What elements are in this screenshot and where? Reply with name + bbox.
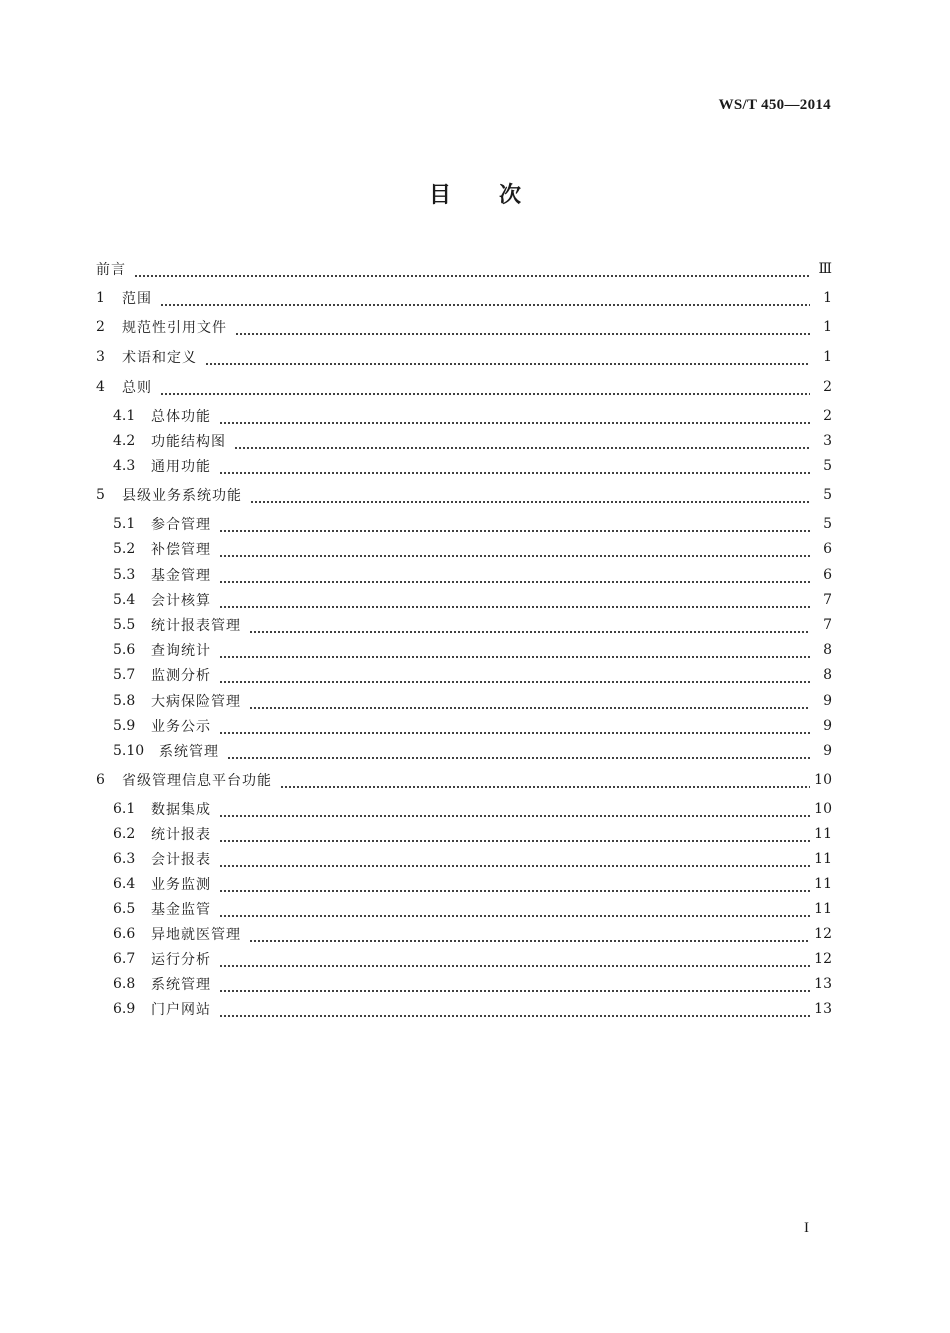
- toc-entry-label: 异地就医管理: [151, 927, 241, 943]
- toc-entry[interactable]: [0, 538, 950, 560]
- toc-entry-page: 12: [814, 951, 832, 967]
- toc-entry[interactable]: [0, 405, 950, 427]
- toc-entry-page: 9: [823, 693, 832, 709]
- toc-entry-number: 5.3: [113, 567, 136, 583]
- toc-entry-label: 省级管理信息平台功能: [122, 773, 272, 789]
- toc-entry-page: 11: [814, 901, 832, 917]
- toc-entry-number: 6.1: [113, 801, 136, 817]
- toc-entry-label: 数据集成: [151, 802, 211, 818]
- toc-entry-number: 4.3: [113, 458, 136, 474]
- toc-entry-number: 6: [96, 772, 105, 788]
- toc-leader-dots: [219, 823, 810, 845]
- toc-entry-label: 基金管理: [151, 568, 211, 584]
- toc-entry-label: 业务监测: [151, 877, 211, 893]
- toc-entry-label: 参合管理: [151, 517, 211, 533]
- toc-leader-dots: [160, 287, 810, 309]
- toc-leader-dots: [227, 740, 810, 762]
- page-number: I: [804, 1220, 809, 1236]
- toc-entry-page: 1: [823, 319, 832, 335]
- toc-entry[interactable]: [0, 484, 950, 506]
- toc-entry-page: 1: [823, 349, 832, 365]
- standard-code: WS/T 450—2014: [718, 97, 831, 113]
- toc-entry-label: 门户网站: [151, 1002, 211, 1018]
- toc-entry-label: 总则: [122, 380, 152, 396]
- toc-entry-label: 业务公示: [151, 719, 211, 735]
- toc-entry[interactable]: [0, 715, 950, 737]
- toc-entry-number: 5: [96, 487, 105, 503]
- toc-entry-number: 1: [96, 290, 105, 306]
- toc-entry-number: 5.9: [113, 718, 136, 734]
- toc-entry-number: 6.8: [113, 976, 136, 992]
- toc-leader-dots: [280, 769, 810, 791]
- toc-entry[interactable]: [0, 376, 950, 398]
- toc-entry-number: 4.1: [113, 408, 136, 424]
- toc-entry-label: 术语和定义: [122, 350, 197, 366]
- toc-entry-number: 5.2: [113, 541, 136, 557]
- toc-entry[interactable]: [0, 614, 950, 636]
- toc-leader-dots: [219, 589, 810, 611]
- toc-entry[interactable]: [0, 564, 950, 586]
- toc-entry-number: 5.8: [113, 693, 136, 709]
- toc-entry-page: 13: [814, 976, 832, 992]
- toc-entry-page: 7: [823, 617, 832, 633]
- toc-entry-label: 大病保险管理: [151, 694, 241, 710]
- toc-entry-page: 11: [814, 826, 832, 842]
- toc-entry-number: 5.7: [113, 667, 136, 683]
- toc-entry-number: 4: [96, 379, 105, 395]
- toc-entry-page: 12: [814, 926, 832, 942]
- toc-entry-page: 2: [823, 379, 832, 395]
- toc-entry-page: 2: [823, 408, 832, 424]
- toc-entry-number: 5.6: [113, 642, 136, 658]
- toc-entry-label: 规范性引用文件: [122, 320, 227, 336]
- toc-entry[interactable]: [0, 430, 950, 452]
- toc-entry[interactable]: [0, 948, 950, 970]
- toc-leader-dots: [234, 430, 810, 452]
- toc-entry-number: 5.10: [113, 743, 145, 759]
- toc-entry-number: 2: [96, 319, 105, 335]
- toc-leader-dots: [219, 455, 810, 477]
- toc-entry-label: 会计核算: [151, 593, 211, 609]
- toc-entry[interactable]: [0, 823, 950, 845]
- toc-leader-dots: [219, 664, 810, 686]
- toc-entry[interactable]: [0, 690, 950, 712]
- toc-entry[interactable]: [0, 346, 950, 368]
- toc-entry-page: 9: [823, 743, 832, 759]
- toc-entry-page: 5: [823, 516, 832, 532]
- toc-entry-label: 系统管理: [151, 977, 211, 993]
- toc-leader-dots: [249, 690, 810, 712]
- toc-entry-page: 11: [814, 851, 832, 867]
- toc-entry[interactable]: [0, 798, 950, 820]
- toc-leader-dots: [219, 873, 810, 895]
- toc-entry[interactable]: [0, 898, 950, 920]
- toc-entry-label: 系统管理: [159, 744, 219, 760]
- toc-entry[interactable]: [0, 513, 950, 535]
- toc-leader-dots: [205, 346, 810, 368]
- toc-entry-label: 统计报表: [151, 827, 211, 843]
- toc-entry[interactable]: [0, 455, 950, 477]
- toc-entry[interactable]: [0, 769, 950, 791]
- toc-entry-label: 补偿管理: [151, 542, 211, 558]
- toc-entry-label: 监测分析: [151, 668, 211, 684]
- toc-entry-page: 5: [823, 487, 832, 503]
- toc-entry[interactable]: [0, 639, 950, 661]
- toc-leader-dots: [250, 484, 810, 506]
- toc-entry-label: 范围: [122, 291, 152, 307]
- toc-entry-number: 6.7: [113, 951, 136, 967]
- toc-entry-label: 基金监管: [151, 902, 211, 918]
- toc-entry-number: 6.9: [113, 1001, 136, 1017]
- toc-entry[interactable]: [0, 258, 950, 280]
- toc-entry[interactable]: [0, 923, 950, 945]
- toc-leader-dots: [219, 405, 810, 427]
- toc-entry-label: 功能结构图: [151, 434, 226, 450]
- toc-entry[interactable]: [0, 740, 950, 762]
- toc-entry-number: 5.5: [113, 617, 136, 633]
- toc-leader-dots: [219, 538, 810, 560]
- toc-leader-dots: [134, 258, 810, 280]
- toc-leader-dots: [219, 948, 810, 970]
- toc-entry-label: 运行分析: [151, 952, 211, 968]
- toc-leader-dots: [219, 973, 810, 995]
- toc-entry-page: 3: [823, 433, 832, 449]
- toc-leader-dots: [249, 923, 810, 945]
- toc-entry-number: 6.5: [113, 901, 136, 917]
- toc-leader-dots: [219, 564, 810, 586]
- toc-entry[interactable]: [0, 848, 950, 870]
- toc-entry[interactable]: [0, 589, 950, 611]
- toc-entry-page: 11: [814, 876, 832, 892]
- toc-leader-dots: [219, 513, 810, 535]
- toc-entry-label: 通用功能: [151, 459, 211, 475]
- toc-entry-number: 4.2: [113, 433, 136, 449]
- toc-entry-number: 5.4: [113, 592, 136, 608]
- toc-entry-number: 6.3: [113, 851, 136, 867]
- toc-entry[interactable]: [0, 973, 950, 995]
- toc-entry-page: 8: [823, 667, 832, 683]
- toc-leader-dots: [219, 898, 810, 920]
- toc-entry[interactable]: [0, 287, 950, 309]
- toc-entry-label: 县级业务系统功能: [122, 488, 242, 504]
- page-title: 目次: [428, 183, 569, 208]
- toc-entry-page: 9: [823, 718, 832, 734]
- toc-entry-number: 6.4: [113, 876, 136, 892]
- toc-entry-page: 6: [823, 567, 832, 583]
- toc-entry[interactable]: [0, 998, 950, 1020]
- toc-entry-page: 5: [823, 458, 832, 474]
- toc-entry[interactable]: [0, 664, 950, 686]
- toc-entry-page: 13: [814, 1001, 832, 1017]
- toc-entry-label: 总体功能: [151, 409, 211, 425]
- toc-leader-dots: [160, 376, 810, 398]
- toc-entry-number: 5.1: [113, 516, 136, 532]
- toc-leader-dots: [219, 639, 810, 661]
- toc-entry-page: 8: [823, 642, 832, 658]
- toc-entry[interactable]: [0, 316, 950, 338]
- toc-entry-label: 统计报表管理: [151, 618, 241, 634]
- toc-leader-dots: [219, 848, 810, 870]
- toc-entry-number: 6.2: [113, 826, 136, 842]
- toc-entry-page: 10: [814, 772, 832, 788]
- toc-entry-number: 6.6: [113, 926, 136, 942]
- toc-entry-page: 10: [814, 801, 832, 817]
- toc-entry-label: 查询统计: [151, 643, 211, 659]
- toc-entry-page: 6: [823, 541, 832, 557]
- toc-entry-page: 7: [823, 592, 832, 608]
- toc-entry-label: 前言: [96, 262, 126, 278]
- toc-leader-dots: [219, 998, 810, 1020]
- toc-entry-page: 1: [823, 290, 832, 306]
- toc-leader-dots: [235, 316, 810, 338]
- toc-entry-page: Ⅲ: [818, 261, 832, 277]
- toc-leader-dots: [219, 798, 810, 820]
- toc-leader-dots: [219, 715, 810, 737]
- toc-leader-dots: [249, 614, 810, 636]
- toc-entry[interactable]: [0, 873, 950, 895]
- toc-entry-number: 3: [96, 349, 105, 365]
- toc-entry-label: 会计报表: [151, 852, 211, 868]
